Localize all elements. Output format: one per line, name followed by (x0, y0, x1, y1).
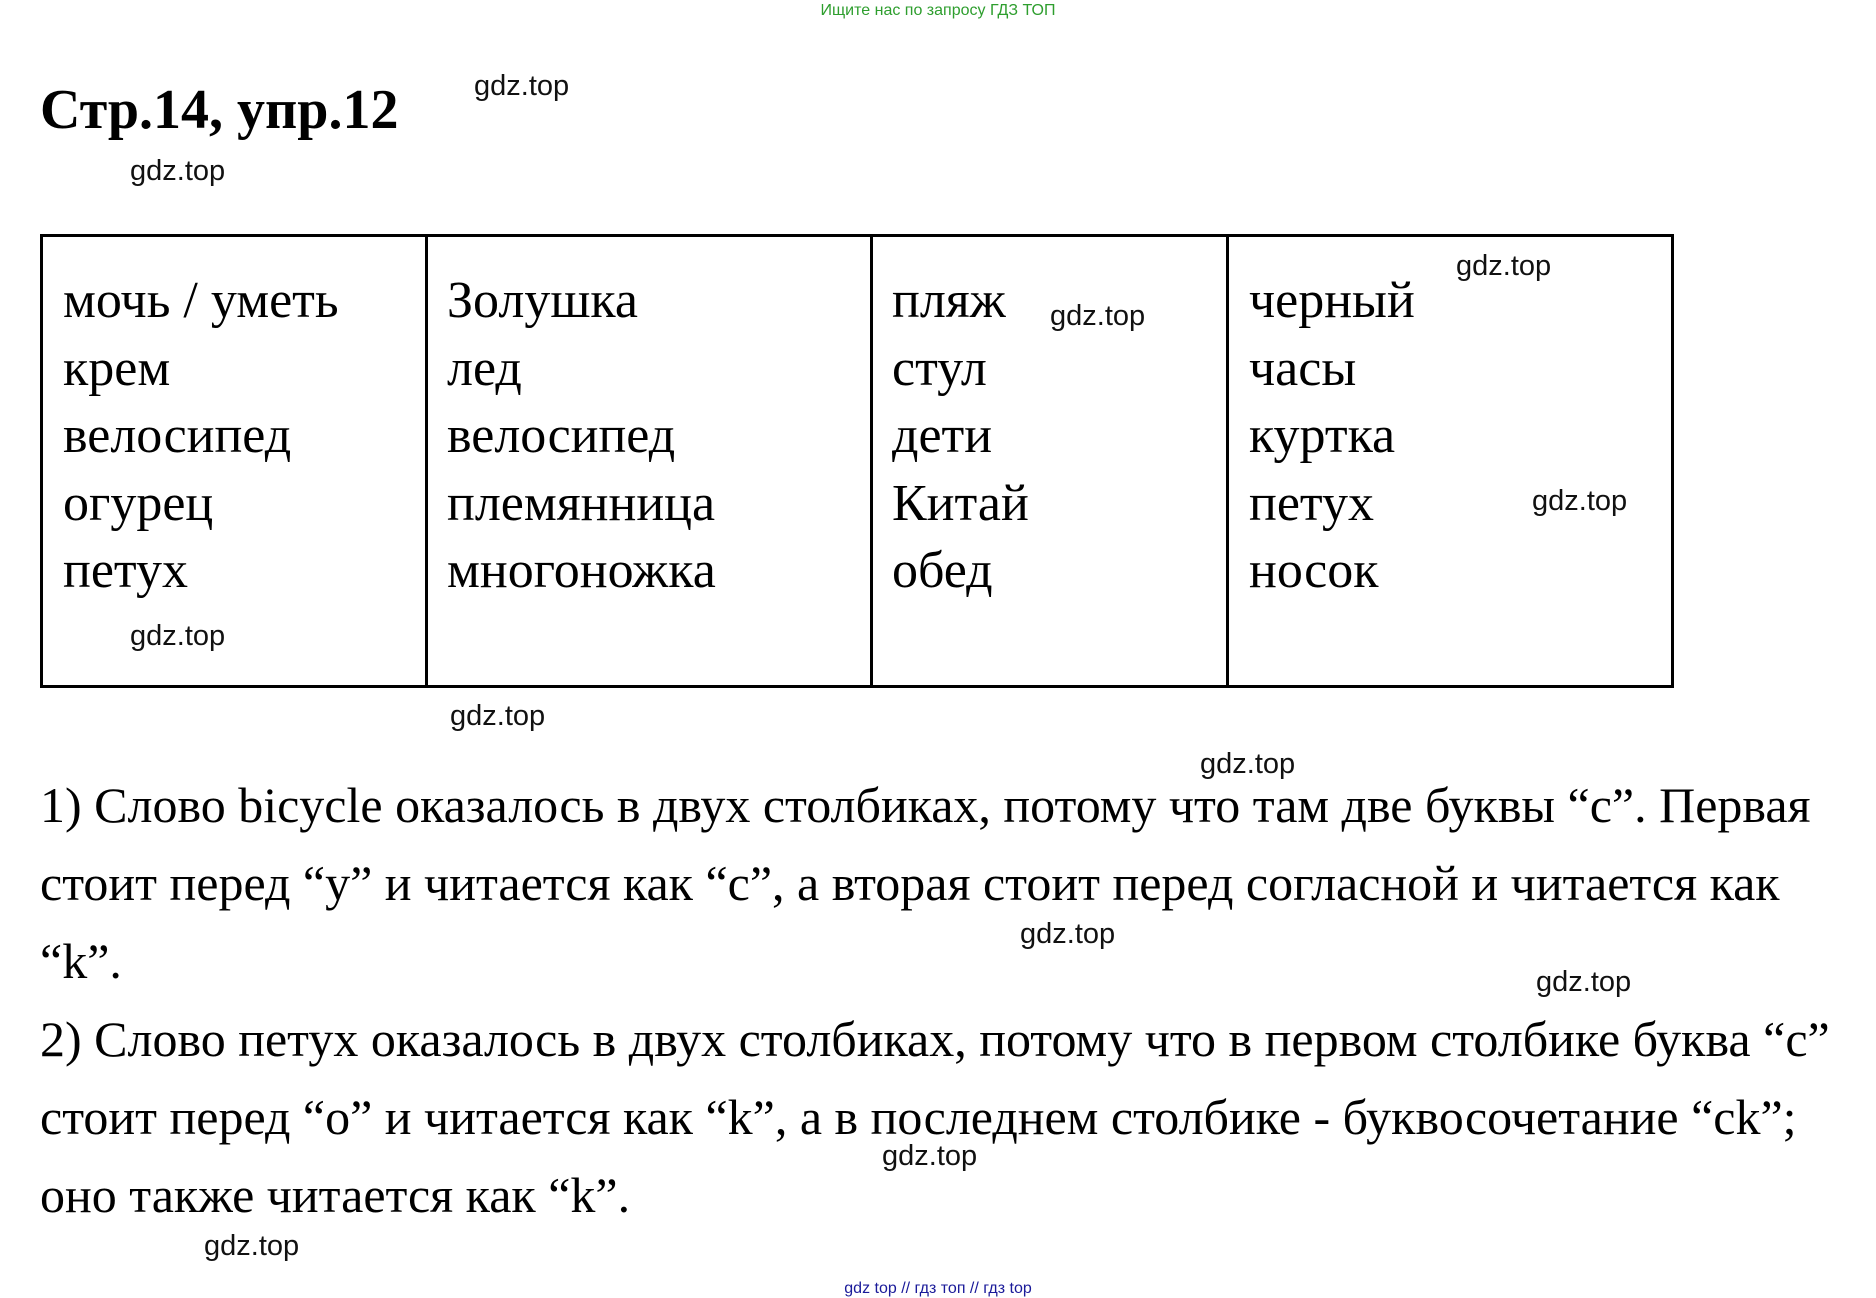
table-cell: лед (447, 339, 522, 397)
watermark: gdz.top (204, 1230, 300, 1262)
table-cell: велосипед (63, 407, 292, 464)
table-column-4 (1229, 237, 1671, 685)
table-cell: пляж (892, 272, 1006, 329)
table-cell: часы (1249, 339, 1357, 397)
table-cell: носок (1249, 542, 1379, 599)
answer-paragraph-1: 1) Слово bicycle оказалось в двух столбиках, потому что там две буквы “c”. Первая стоит перед “y” и читается как “с”, а вторая стоит перед согласной и читается как “k”. (40, 777, 1811, 989)
table-cell: крем (63, 339, 171, 397)
table-cell: Китай (892, 474, 1029, 532)
watermark: gdz.top (1020, 918, 1116, 950)
watermark: gdz.top (1200, 748, 1296, 780)
table-column-1 (43, 237, 428, 685)
watermark: gdz.top (882, 1140, 978, 1172)
table-cell: племянница (447, 474, 716, 532)
bottom-footer: gdz top // гдз топ // гдз top (844, 1280, 1032, 1297)
page-title: Стр.14, упр.12 (40, 79, 399, 141)
answer-paragraph-2: 2) Слово петух оказалось в двух столбиках, потому что в первом столбике буква “c” стоит перед “o” и читается как “k”, а в последнем столбике - буквосочетание “ck”; оно также читается как “k”. (40, 1011, 1830, 1223)
table-cell: огурец (63, 474, 214, 532)
top-banner: Ищите нас по запросу ГДЗ ТОП (820, 2, 1056, 19)
table-cell: мочь / уметь (63, 272, 339, 329)
table-cell: куртка (1249, 407, 1396, 464)
watermark: gdz.top (130, 155, 226, 187)
table-cell: петух (63, 542, 188, 599)
watermark: gdz.top (1536, 966, 1632, 998)
table-cell: велосипед (447, 407, 676, 464)
watermark: gdz.top (1532, 485, 1628, 517)
watermark: gdz.top (130, 620, 226, 652)
table-column-2 (428, 237, 873, 685)
table-cell: Золушка (447, 272, 638, 329)
table-cell: стул (892, 339, 987, 397)
watermark: gdz.top (474, 70, 570, 102)
table-cell: многоножка (447, 542, 716, 599)
table-cell: дети (892, 407, 993, 464)
watermark: gdz.top (1050, 300, 1146, 332)
word-table (40, 234, 1674, 688)
watermark: gdz.top (450, 700, 546, 732)
watermark: gdz.top (1456, 250, 1552, 282)
table-cell: черный (1249, 272, 1415, 329)
table-cell: обед (892, 542, 993, 599)
table-cell: петух (1249, 474, 1374, 532)
